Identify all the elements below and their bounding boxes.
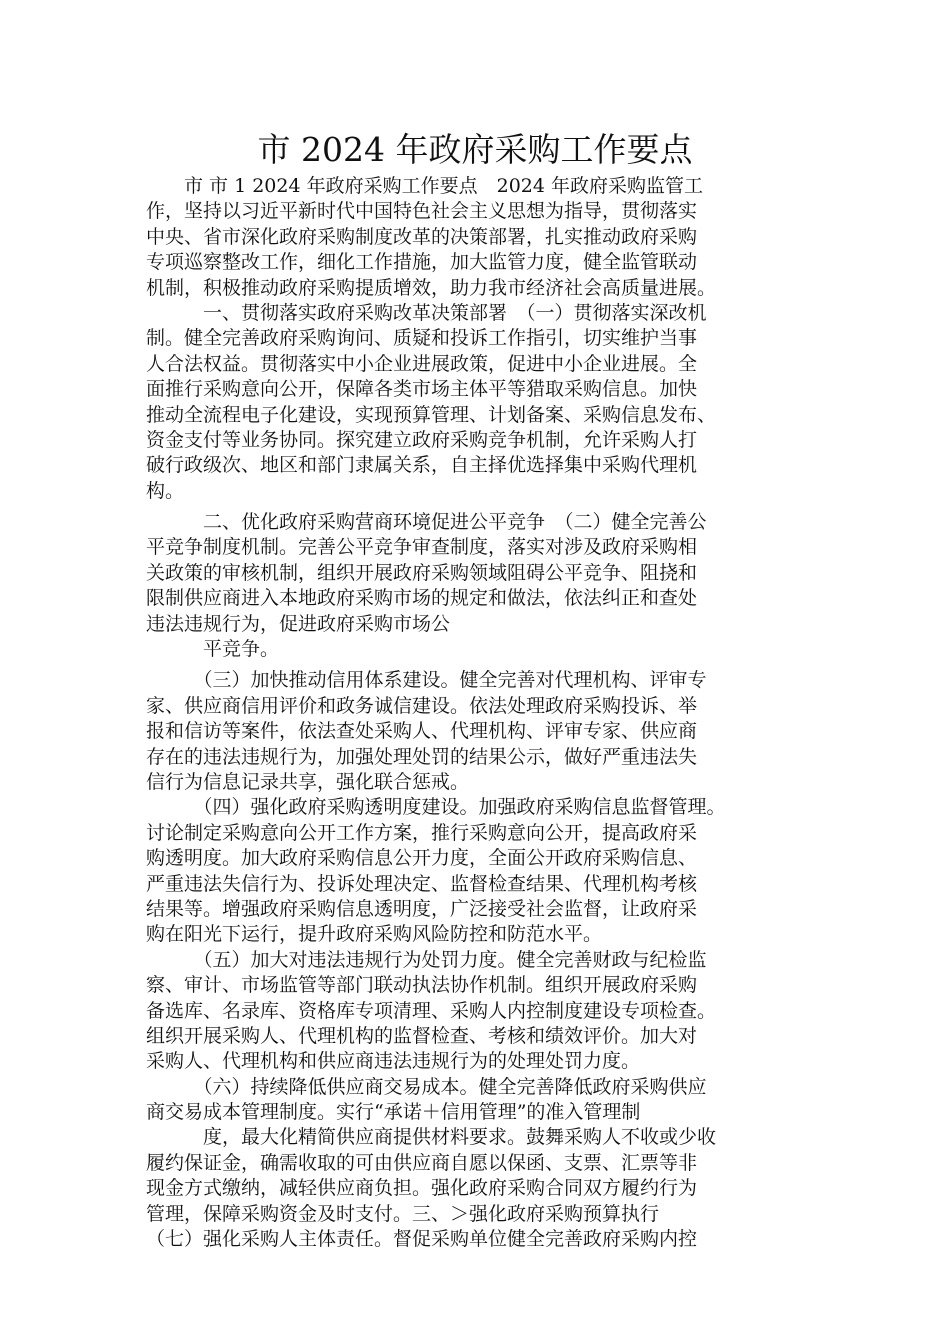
body-line: 资金支付等业务协同。探究建立政府采购竞争机制，允许采购人打	[146, 428, 698, 451]
body-line: 违法违规行为，促进政府采购市场公	[146, 612, 451, 635]
body-line: 察、审计、市场监管等部门联动执法协作机制。组织开展政府采购	[146, 974, 698, 997]
body-line: （三）加快推动信用体系建设。健全完善对代理机构、评审专	[146, 669, 707, 692]
body-line: 构。	[146, 479, 185, 502]
body-line: 市 市 1 2024 年政府采购工作要点 2024 年政府采购监管工	[146, 175, 703, 197]
body-line: 家、供应商信用评价和政务诚信建设。依法处理政府采购投诉、举	[146, 694, 698, 717]
body-line: 现金方式缴纳，减轻供应商负担。强化政府采购合同双方履约行为	[146, 1177, 698, 1200]
body-line: 专项巡察整改工作，细化工作措施，加大监管力度，健全监管联动	[146, 251, 698, 274]
body-line: 严重违法失信行为、投诉处理决定、监督检查结果、代理机构考核	[146, 872, 698, 895]
body-line: 关政策的审核机制，组织开展政府采购领域阻碍公平竞争、阻挠和	[146, 561, 698, 584]
body-line: 一、贯彻落实政府采购改革决策部署 （一）贯彻落实深改机	[146, 301, 707, 324]
body-line: （六）持续降低供应商交易成本。健全完善降低政府采购供应	[146, 1075, 707, 1098]
body-line: 结果等。增强政府采购信息透明度，广泛接受社会监督，让政府采	[146, 897, 698, 920]
body-line: 采购人、代理机构和供应商违法违规行为的处理处罚力度。	[146, 1050, 641, 1073]
body-line: 作，坚持以习近平新时代中国特色社会主义思想为指导，贯彻落实	[146, 200, 698, 223]
body-line: （四）强化政府采购透明度建设。加强政府采购信息监督管理。	[146, 796, 726, 819]
document-body	[146, 174, 810, 1252]
body-line: 管理，保障采购资金及时支付。三、＞强化政府采购预算执行	[146, 1202, 660, 1225]
body-line: 讨论制定采购意向公开工作方案，推行采购意向公开，提高政府采	[146, 821, 698, 844]
body-line: 制。健全完善政府采购询问、质疑和投诉工作指引，切实维护当事	[146, 327, 698, 350]
body-line: 二、优化政府采购营商环境促进公平竞争 （二）健全完善公	[146, 511, 707, 534]
body-line: 平竞争。	[146, 638, 280, 661]
body-line: 人合法权益。贯彻落实中小企业进展政策，促进中小企业进展。全	[146, 352, 698, 375]
body-line: 破行政级次、地区和部门隶属关系，自主择优选择集中采购代理机	[146, 454, 698, 477]
body-line: 限制供应商进入本地政府采购市场的规定和做法，依法纠正和查处	[146, 587, 698, 610]
body-line: 组织开展采购人、代理机构的监督检查、考核和绩效评价。加大对	[146, 1024, 698, 1047]
body-line: 商交易成本管理制度。实行“承诺＋信用管理”的准入管理制	[146, 1101, 641, 1124]
body-line: 面推行采购意向公开，保障各类市场主体平等猎取采购信息。加快	[146, 378, 698, 401]
body-line: （五）加大对违法违规行为处罚力度。健全完善财政与纪检监	[146, 948, 707, 971]
body-line: 存在的违法违规行为，加强处理处罚的结果公示，做好严重违法失	[146, 745, 698, 768]
body-line: 度，最大化精简供应商提供材料要求。鼓舞采购人不收或少收	[146, 1126, 717, 1149]
body-line: 平竞争制度机制。完善公平竞争审查制度，落实对涉及政府采购相	[146, 536, 698, 559]
body-line: 机制，积极推动政府采购提质增效，助力我市经济社会高质量进展。	[146, 276, 717, 299]
body-line: （七）强化采购人主体责任。督促采购单位健全完善政府采购内控	[146, 1228, 698, 1251]
body-line: 报和信访等案件，依法查处采购人、代理机构、评审专家、供应商	[146, 720, 698, 743]
body-line: 推动全流程电子化建设，实现预算管理、计划备案、采购信息发布、	[146, 403, 717, 426]
body-line: 信行为信息记录共享，强化联合惩戒。	[146, 770, 470, 793]
document-title: 市 2024 年政府采购工作要点	[257, 130, 693, 169]
body-line: 履约保证金，确需收取的可由供应商自愿以保函、支票、汇票等非	[146, 1151, 698, 1174]
body-line: 购透明度。加大政府采购信息公开力度，全面公开政府采购信息、	[146, 847, 698, 870]
body-line: 购在阳光下运行，提升政府采购风险防控和防范水平。	[146, 923, 603, 946]
body-line: 中央、省市深化政府采购制度改革的决策部署，扎实推动政府采购	[146, 225, 698, 248]
body-line: 备选库、名录库、资格库专项清理、采购人内控制度建设专项检查。	[146, 999, 717, 1022]
